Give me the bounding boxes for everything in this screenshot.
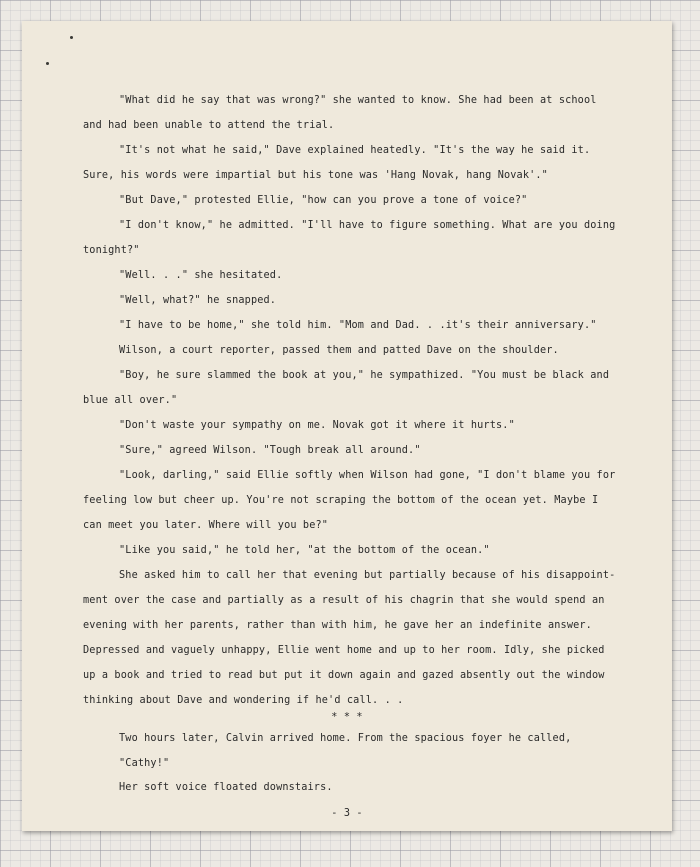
text-line: "But Dave," protested Ellie, "how can you prove a tone of voice?" <box>119 195 528 206</box>
text-line: Two hours later, Calvin arrived home. From the spacious foyer he called, <box>119 733 572 744</box>
ink-speck <box>70 36 73 39</box>
text-line: and had been unable to attend the trial. <box>83 120 335 131</box>
text-line: "What did he say that was wrong?" she wanted to know. She had been at school <box>119 95 597 106</box>
text-line: thinking about Dave and wondering if he'd call. . . <box>83 695 404 706</box>
text-line: "Sure," agreed Wilson. "Tough break all around." <box>119 445 421 456</box>
text-line: She asked him to call her that evening but partially because of his disappoint- <box>119 570 616 581</box>
text-line: evening with her parents, rather than with him, he gave her an indefinite answer. <box>83 620 592 631</box>
text-line: "Well. . ." she hesitated. <box>119 270 283 281</box>
text-line: Sure, his words were impartial but his tone was 'Hang Novak, hang Novak'." <box>83 170 548 181</box>
text-line: feeling low but cheer up. You're not scraping the bottom of the ocean yet. Maybe I <box>83 495 599 506</box>
text-line: "Don't waste your sympathy on me. Novak got it where it hurts." <box>119 420 515 431</box>
text-line: Wilson, a court reporter, passed them and patted Dave on the shoulder. <box>119 345 559 356</box>
typewritten-page <box>22 21 672 831</box>
section-separator: * * * <box>331 712 363 723</box>
text-line: ment over the case and partially as a result of his chagrin that she would spend an <box>83 595 605 606</box>
text-line: can meet you later. Where will you be?" <box>83 520 329 531</box>
page-number: - 3 - <box>331 808 363 819</box>
text-line: up a book and tried to read but put it down again and gazed absently out the window <box>83 670 605 681</box>
text-line: "It's not what he said," Dave explained heatedly. "It's the way he said it. <box>119 145 591 156</box>
text-line: "I don't know," he admitted. "I'll have to figure something. What are you doing <box>119 220 616 231</box>
text-line: "Like you said," he told her, "at the bottom of the ocean." <box>119 545 490 556</box>
ink-speck <box>46 62 49 65</box>
text-line: "Well, what?" he snapped. <box>119 295 277 306</box>
text-line: blue all over." <box>83 395 178 406</box>
text-line: Depressed and vaguely unhappy, Ellie went home and up to her room. Idly, she picked <box>83 645 605 656</box>
text-line: "I have to be home," she told him. "Mom and Dad. . .it's their anniversary." <box>119 320 597 331</box>
text-line: "Boy, he sure slammed the book at you," he sympathized. "You must be black and <box>119 370 610 381</box>
text-line: "Look, darling," said Ellie softly when Wilson had gone, "I don't blame you for <box>119 470 616 481</box>
text-line: Her soft voice floated downstairs. <box>119 782 333 793</box>
text-line: "Cathy!" <box>119 758 170 769</box>
text-line: tonight?" <box>83 245 140 256</box>
